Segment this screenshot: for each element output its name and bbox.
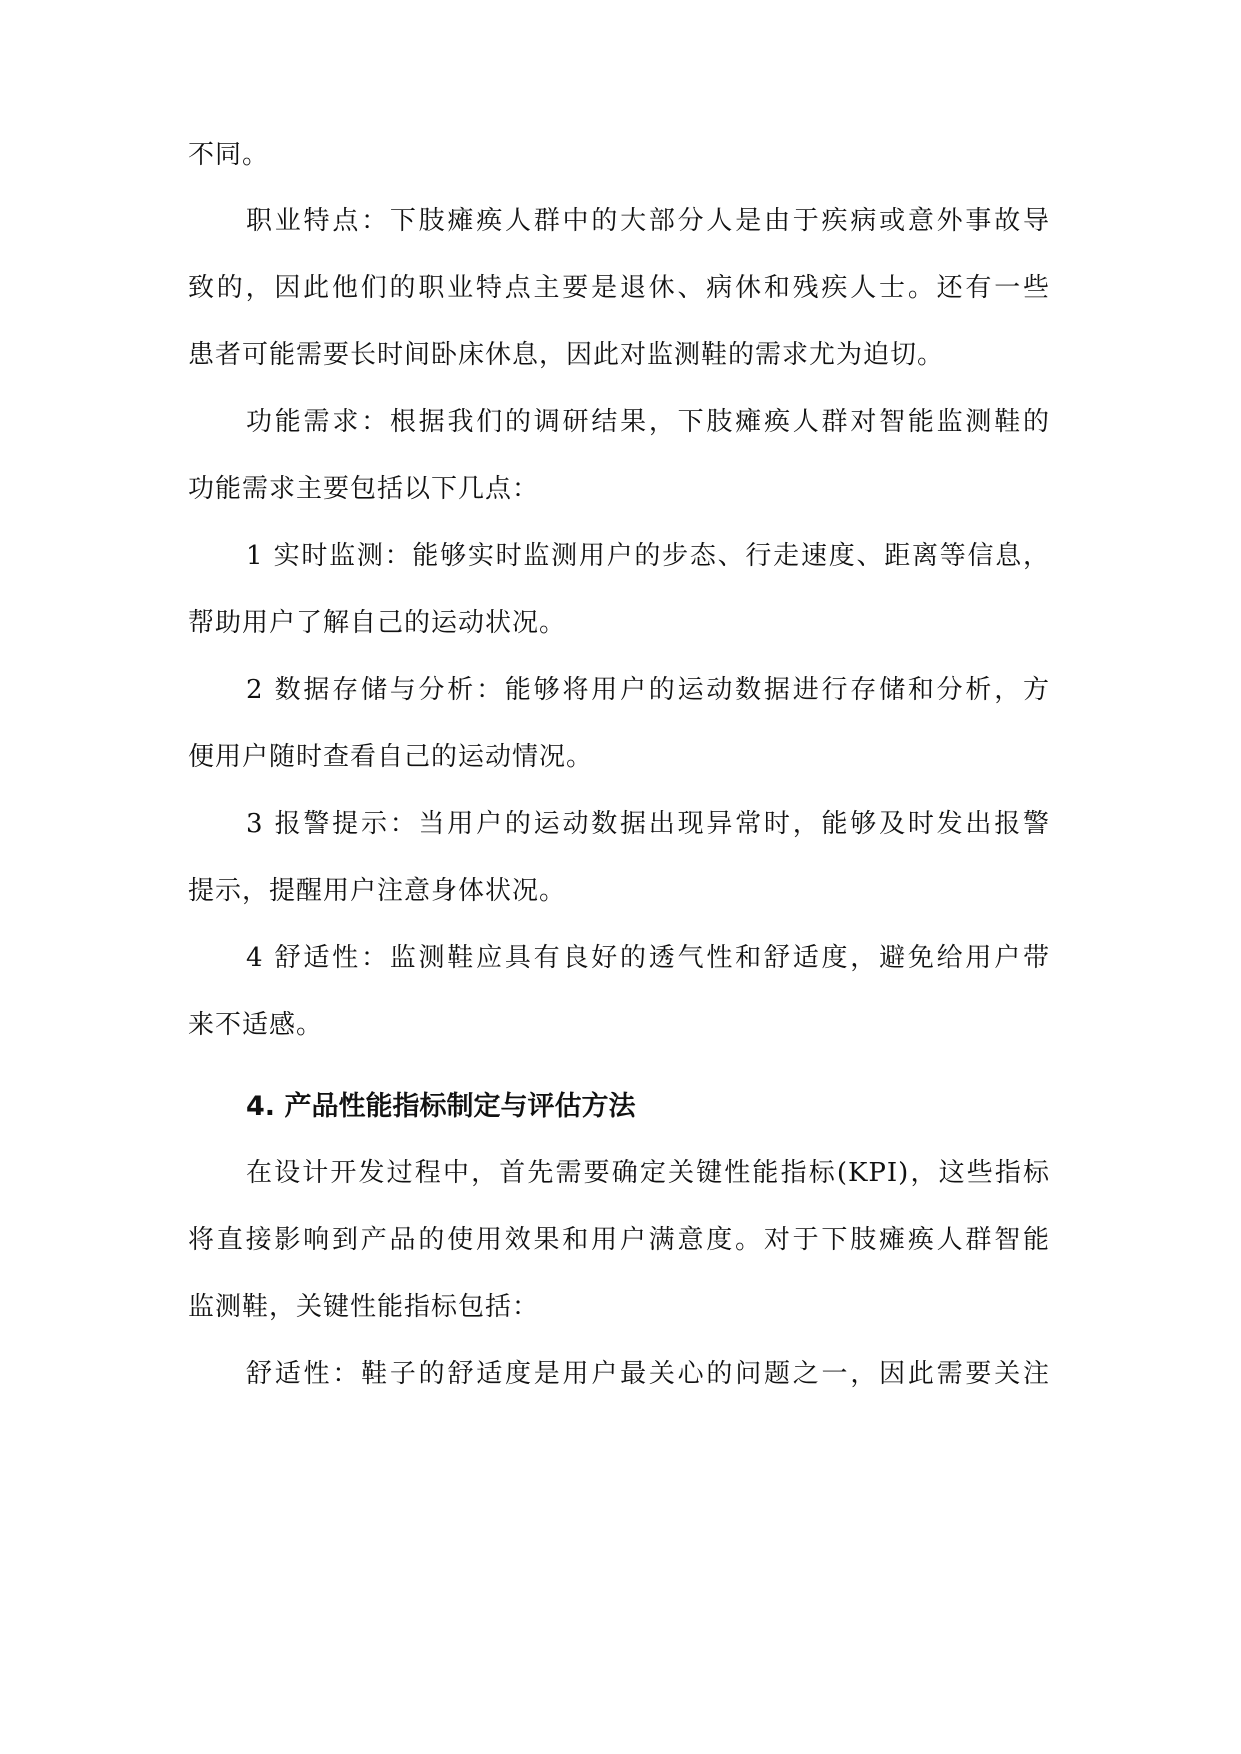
text-line: 在设计开发过程中，首先需要确定关键性能指标(KPI)，这些指标 — [246, 1158, 1050, 1188]
text-line: 功能需求主要包括以下几点： — [188, 474, 540, 504]
text-line: 3 报警提示：当用户的运动数据出现异常时，能够及时发出报警 — [246, 809, 1050, 839]
text-line: 帮助用户了解自己的运动状况。 — [188, 608, 567, 638]
text-line: 功能需求：根据我们的调研结果，下肢瘫痪人群对智能监测鞋的 — [246, 407, 1050, 437]
text-line: 来不适感。 — [188, 1010, 324, 1040]
text-line: 致的，因此他们的职业特点主要是退休、病休和残疾人士。还有一些 — [188, 273, 1050, 303]
text-line: 2 数据存储与分析：能够将用户的运动数据进行存储和分析，方 — [246, 675, 1050, 705]
text-line: 患者可能需要长时间卧床休息，因此对监测鞋的需求尤为迫切。 — [188, 340, 945, 370]
text-line: 不同。 — [188, 140, 270, 170]
text-line: 监测鞋，关键性能指标包括： — [188, 1292, 540, 1322]
text-line: 便用户随时查看自己的运动情况。 — [188, 742, 594, 772]
text-line: 舒适性：鞋子的舒适度是用户最关心的问题之一，因此需要关注 — [246, 1359, 1050, 1389]
section-heading: 4. 产品性能指标制定与评估方法 — [246, 1091, 636, 1122]
text-line: 1 实时监测：能够实时监测用户的步态、行走速度、距离等信息， — [246, 541, 1050, 571]
text-line: 提示，提醒用户注意身体状况。 — [188, 876, 567, 906]
text-line: 职业特点：下肢瘫痪人群中的大部分人是由于疾病或意外事故导 — [246, 206, 1050, 236]
text-line: 将直接影响到产品的使用效果和用户满意度。对于下肢瘫痪人群智能 — [188, 1225, 1050, 1255]
text-line: 4 舒适性：监测鞋应具有良好的透气性和舒适度，避免给用户带 — [246, 943, 1050, 973]
